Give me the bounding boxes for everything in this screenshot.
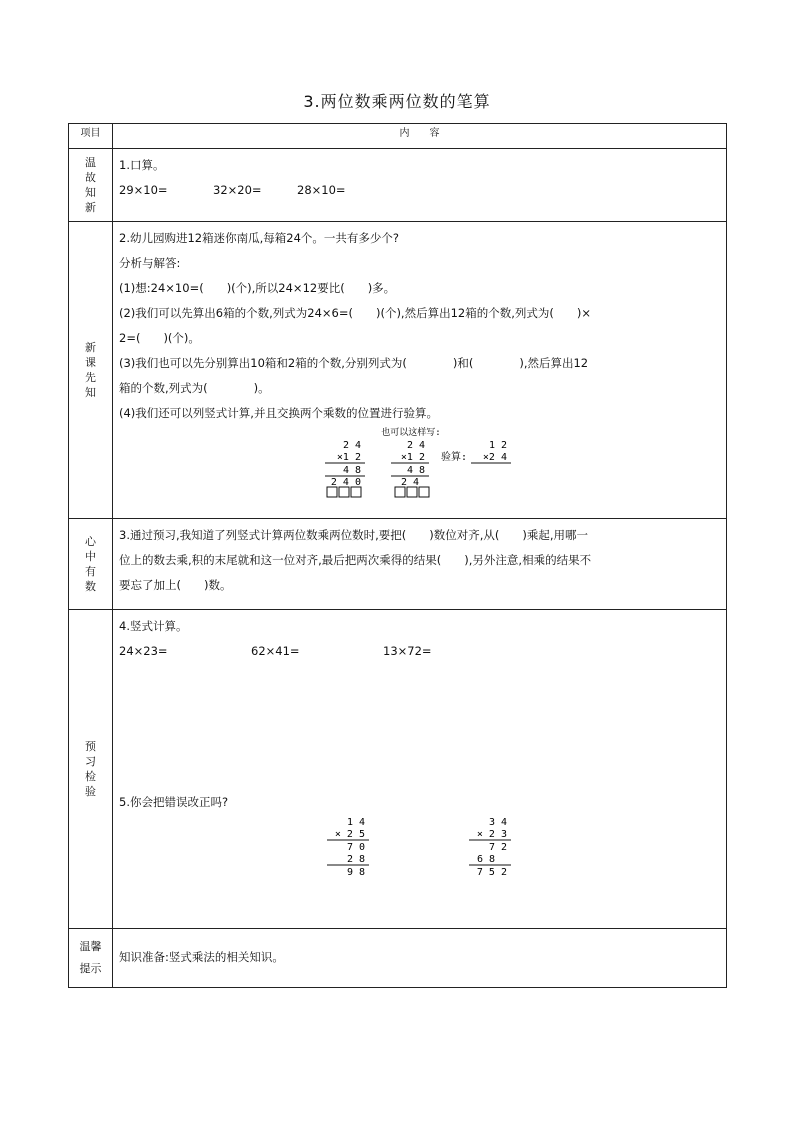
mind-row: [69, 519, 727, 610]
calc2-line: ×1 2: [400, 452, 425, 463]
tips-text: 知识准备:竖式乘法的相关知识。: [119, 949, 284, 964]
oral-calc-item: 28×10=: [297, 183, 346, 197]
err1-line: 9 8: [346, 867, 365, 878]
calc-item: 13×72=: [383, 644, 432, 658]
calc1-line: ×1 2: [336, 452, 361, 463]
answer-box: [351, 487, 361, 497]
check-label: 验算:: [441, 452, 468, 463]
step-2a: (2)我们可以先算出6箱的个数,列式为24×6=( )(个),然后算出12箱的个数,列式为( )×: [119, 306, 591, 320]
oral-calc-item: 29×10=: [119, 183, 168, 197]
calc2-line: 4 8: [406, 465, 425, 476]
calc2-line: 2 4: [400, 477, 419, 488]
mind-line: 位上的数去乘,积的末尾就和这一位对齐,最后把两次乘得的结果( ),另外注意,相乘的结果不: [119, 553, 592, 567]
question-2: 2.幼儿园购进12箱迷你南瓜,每箱24个。一共有多少个?: [119, 231, 399, 245]
table-header-row: [69, 124, 727, 149]
oral-calc-line: [119, 178, 720, 203]
step-3b: 箱的个数,列式为( )。: [119, 381, 270, 395]
mind-line: 要忘了加上( )数。: [119, 578, 232, 592]
answer-box: [339, 487, 349, 497]
tips-content: [113, 929, 727, 988]
err1-line: 1 4: [346, 817, 365, 828]
answer-box: [327, 487, 337, 497]
calc1-line: 2 4 0: [330, 477, 361, 488]
review-content: [113, 149, 727, 222]
calc2-line: 2 4: [406, 440, 425, 451]
question-4: 4.竖式计算。: [119, 619, 188, 633]
review-label: 温 故 知 新: [69, 149, 113, 222]
check-line: ×2 4: [482, 452, 507, 463]
step-3a: (3)我们也可以先分别算出10箱和2箱的个数,分别列式为( )和( ),然后算出12: [119, 356, 589, 370]
answer-box: [407, 487, 417, 497]
error-correction-figure: [119, 815, 719, 895]
tips-row: [69, 929, 727, 988]
question-5: 5.你会把错误改正吗?: [119, 795, 229, 809]
vertical-calc-figure: [119, 426, 719, 498]
vertical-note: 也可以这样写:: [381, 428, 441, 438]
check-content: [113, 610, 727, 929]
page-title: 3.两位数乘两位数的笔算: [303, 92, 491, 111]
calc1-line: 2 4: [342, 440, 361, 451]
answer-box: [419, 487, 429, 497]
step-2b: 2=( )(个)。: [119, 331, 200, 345]
header-content: 内 容: [113, 124, 727, 149]
new-lesson-label: 新 课 先 知: [69, 222, 113, 519]
new-lesson-row: [69, 222, 727, 519]
err1-line: 7 0: [346, 842, 365, 853]
lesson-table: [68, 123, 727, 988]
err2-line: 3 4: [488, 817, 507, 828]
mind-label: 心 中 有 数: [69, 519, 113, 610]
err2-line: 6 8: [476, 854, 495, 865]
calc-item: 62×41=: [251, 644, 300, 658]
step-4: (4)我们还可以列竖式计算,并且交换两个乘数的位置进行验算。: [119, 406, 438, 420]
oral-calc-item: 32×20=: [213, 183, 262, 197]
analysis-heading: 分析与解答:: [119, 256, 181, 270]
check-row: [69, 610, 727, 929]
question-1: 1.口算。: [119, 158, 165, 172]
err1-line: 2 8: [346, 854, 365, 865]
err2-line: 7 5 2: [476, 867, 507, 878]
review-row: [69, 149, 727, 222]
calc-item: 24×23=: [119, 644, 168, 658]
check-line: 1 2: [488, 440, 507, 451]
work-space: [119, 664, 720, 790]
calc1-line: 4 8: [342, 465, 361, 476]
err2-line: 7 2: [488, 842, 507, 853]
vertical-calc-items: [119, 639, 720, 664]
mind-content: [113, 519, 727, 610]
tips-label: 温馨 提示: [69, 929, 113, 988]
mind-line: 3.通过预习,我知道了列竖式计算两位数乘两位数时,要把( )数位对齐,从( )乘起,用哪一: [119, 528, 589, 542]
step-1: (1)想:24×10=( )(个),所以24×12要比( )多。: [119, 281, 396, 295]
new-lesson-content: [113, 222, 727, 519]
check-label-cell: 预 习 检 验: [69, 610, 113, 929]
header-item: 项目: [69, 124, 113, 149]
err1-line: × 2 5: [334, 829, 365, 840]
answer-box: [395, 487, 405, 497]
err2-line: × 2 3: [476, 829, 507, 840]
